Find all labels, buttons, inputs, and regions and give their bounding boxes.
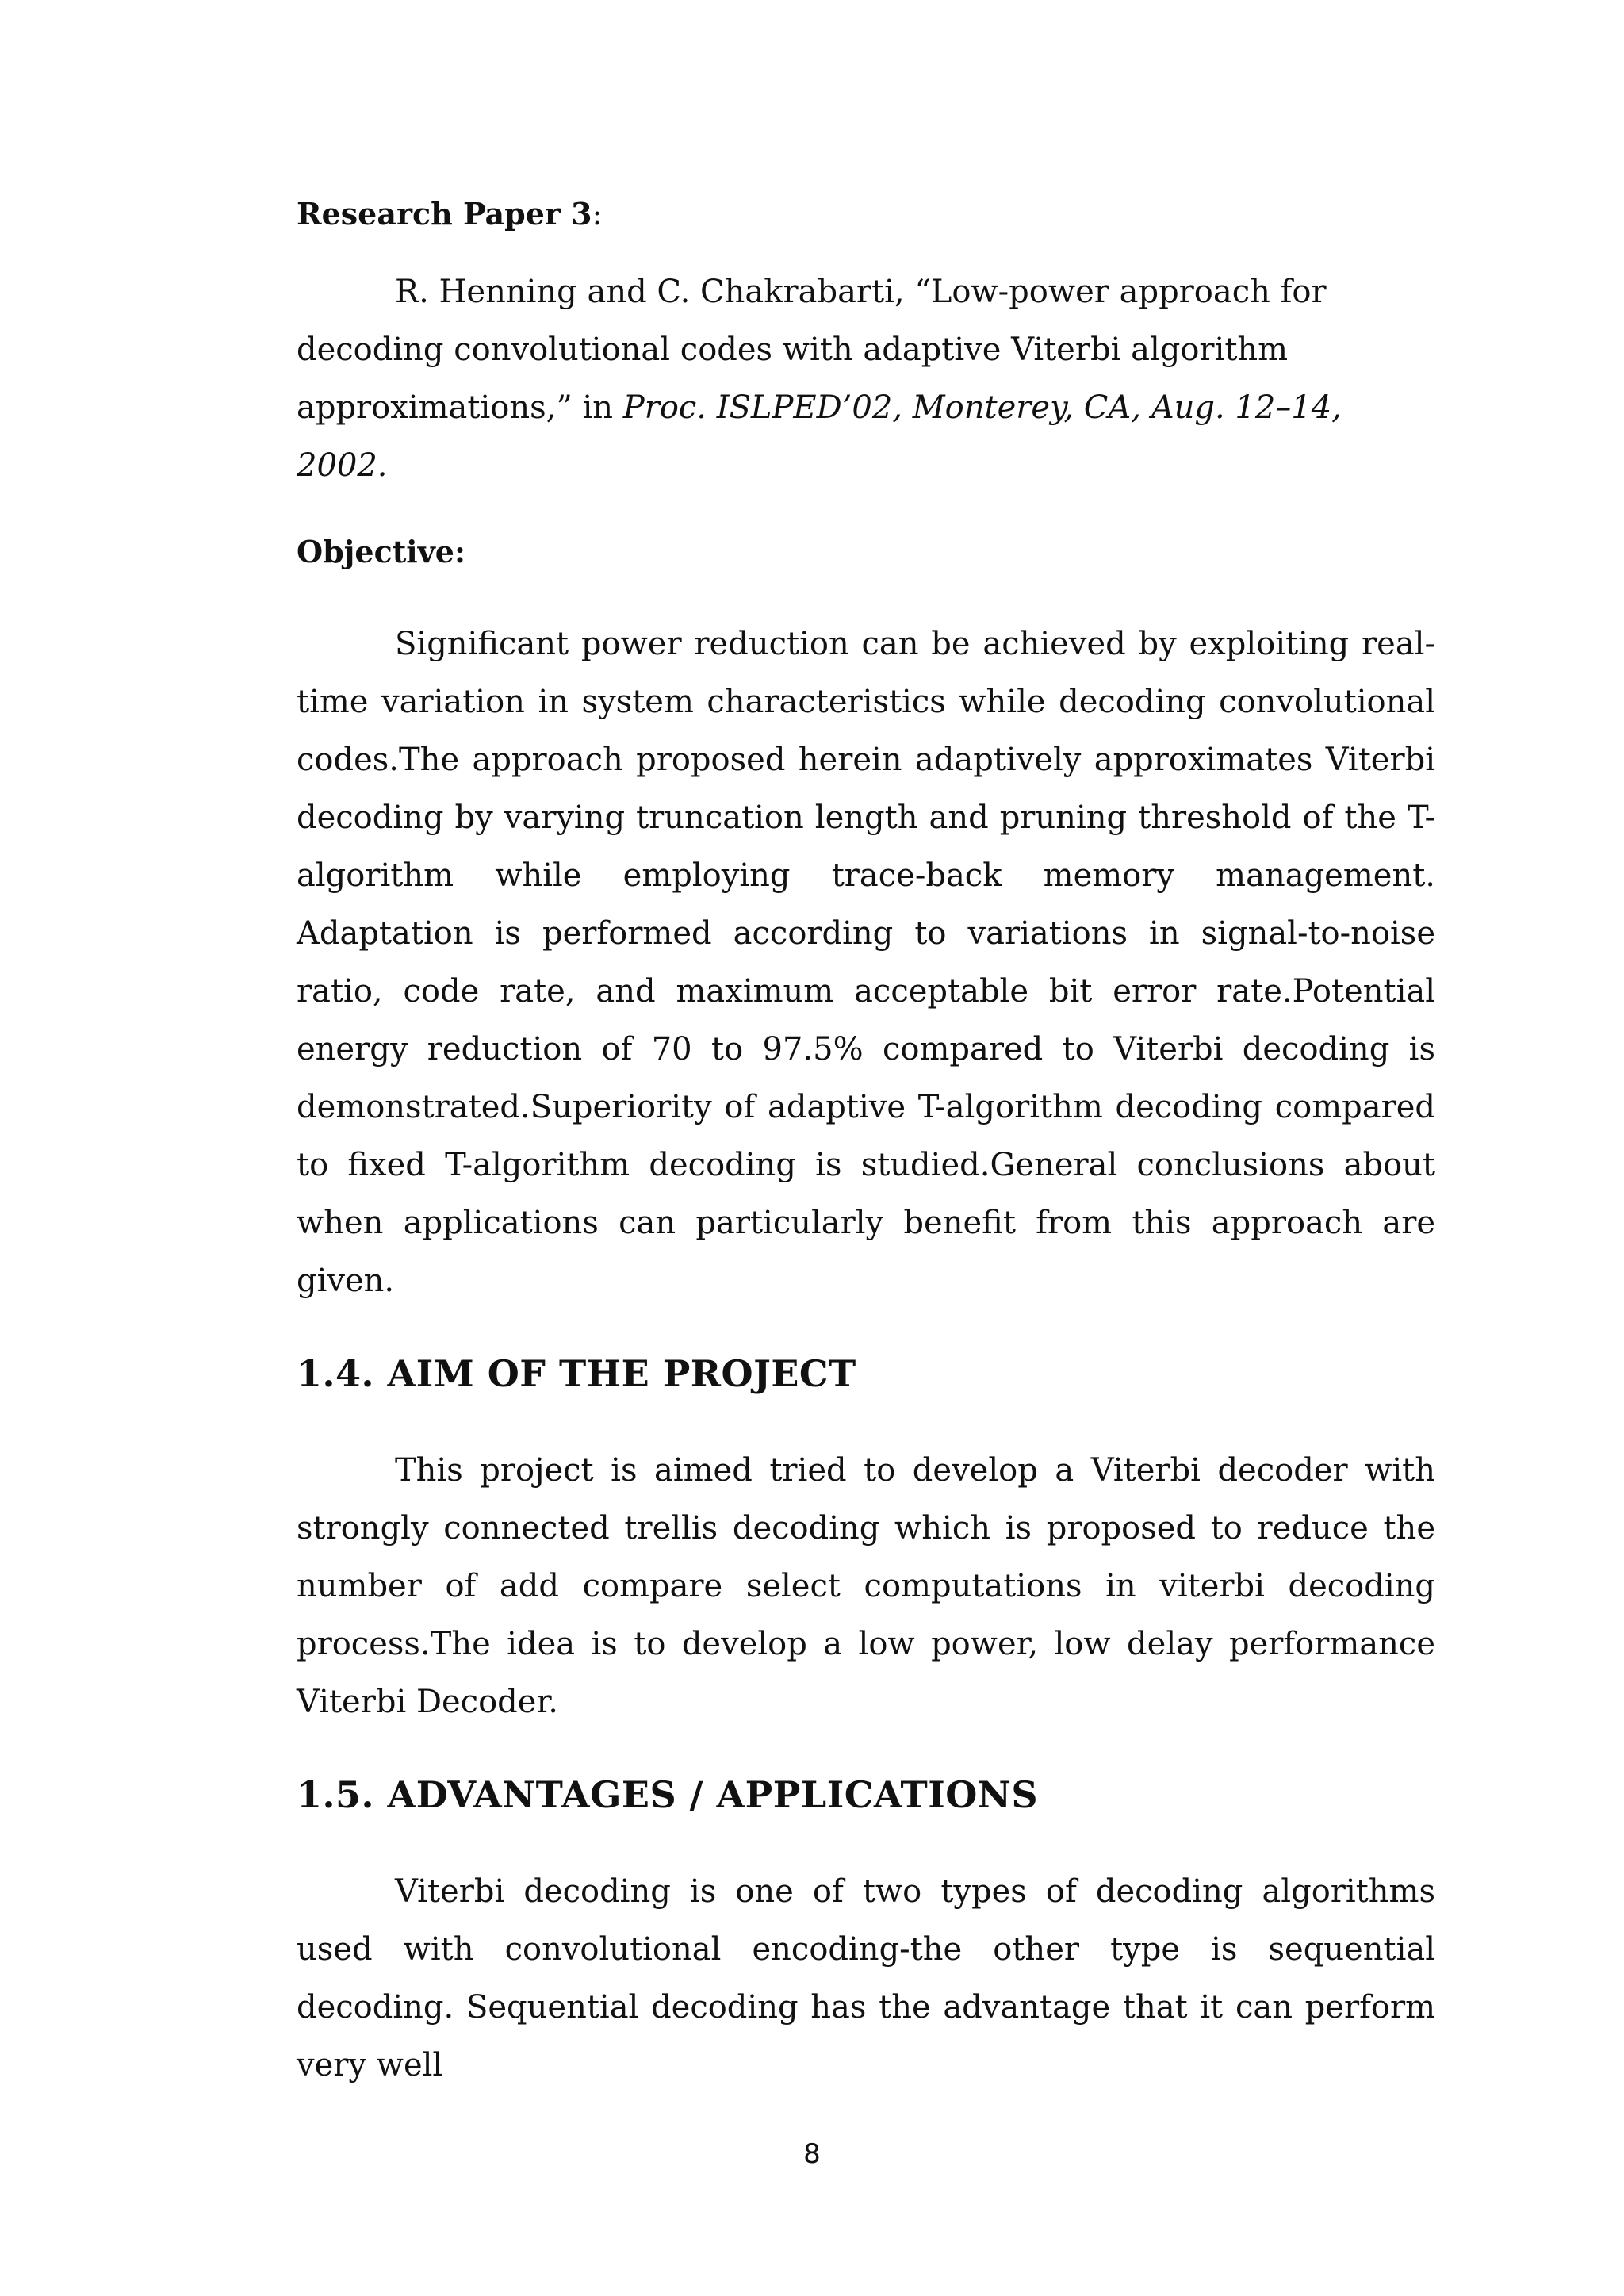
research-paper-colon: : xyxy=(592,197,603,232)
research-paper-title: Research Paper 3 xyxy=(297,196,592,232)
page-number: 8 xyxy=(803,2138,821,2170)
section-heading-aim: 1.4. AIM OF THE PROJECT xyxy=(297,1352,856,1395)
aim-paragraph: This project is aimed tried to develop a Viterbi decoder with strongly connected trellis decoding which is proposed to reduce the number of add compare select computations in viterbi decoding process.The idea is to develop a low power, low delay performance Viterbi Decoder. xyxy=(297,1452,1435,1720)
citation-text: R. Henning and C. Chakrabarti, “Low-power approach for decoding convolutional codes with adaptive Viterbi algorithm approximations,” in xyxy=(297,274,1327,426)
section-heading-advantages: 1.5. ADVANTAGES / APPLICATIONS xyxy=(297,1773,1039,1816)
advantages-paragraph: Viterbi decoding is one of two types of decoding algorithms used with convolutional encoding-the other type is sequential decoding. Sequential decoding has the advantage that it can perform very well xyxy=(297,1873,1435,2083)
page-content xyxy=(297,192,1435,2095)
objective-paragraph: Significant power reduction can be achieved by exploiting real-time variation in system characteristics while decoding convolutional codes.The approach proposed herein adaptively approximates Viterbi decoding by varying truncation length and pruning threshold of the T-algorithm while employing trace-back memory management. Adaptation is performed according to variations in signal-to-noise ratio, code rate, and maximum acceptable bit error rate.Potential energy reduction of 70 to 97.5% compared to Viterbi decoding is demonstrated.Superiority of adaptive T-algorithm decoding compared to fixed T-algorithm decoding is studied.General conclusions about when applications can particularly benefit from this approach are given. xyxy=(297,626,1435,1299)
citation-paragraph xyxy=(297,263,1435,495)
objective-label: Objective: xyxy=(297,534,466,569)
citation-venue: Proc. ISLPED’02, Monterey, CA, Aug. 12–14, 2002. xyxy=(297,389,1342,484)
research-paper-label xyxy=(297,192,1435,236)
